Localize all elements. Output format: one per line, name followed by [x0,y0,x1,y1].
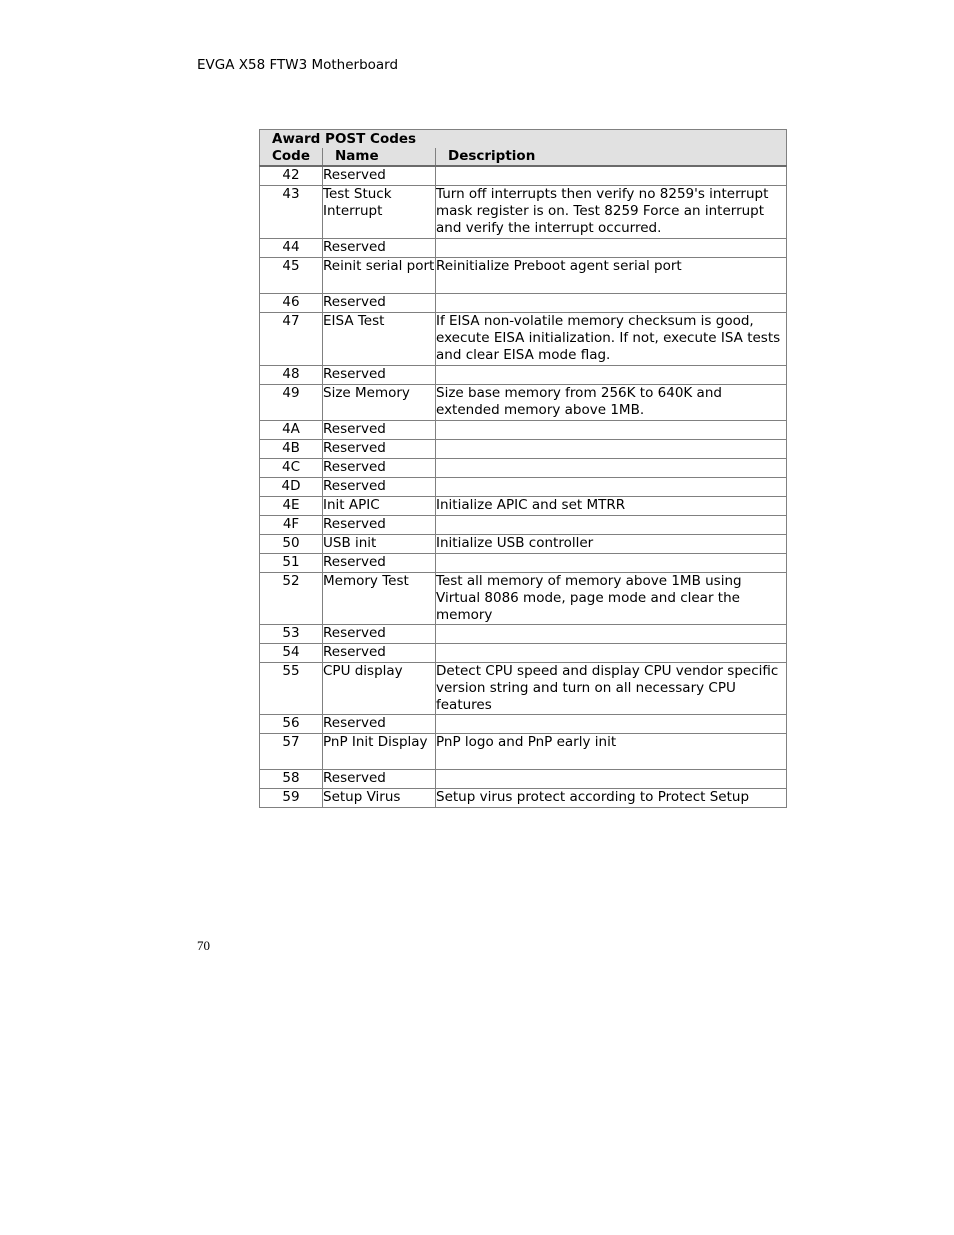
table-row [260,186,787,239]
table-row [260,625,787,644]
name-cell: Reserved [323,478,436,497]
description-cell [436,644,787,663]
description-cell: Detect CPU speed and display CPU vendor specific version string and turn on all necessary CPU features [436,663,787,715]
description-cell: Size base memory from 256K to 640K and extended memory above 1MB. [436,385,787,421]
table-row [260,459,787,478]
description-cell [436,554,787,573]
table-row [260,440,787,459]
table-row [260,734,787,770]
code-cell: 56 [260,715,323,734]
column-header-code: Code [260,148,323,166]
code-cell: 4B [260,440,323,459]
table-row [260,789,787,808]
description-cell [436,239,787,258]
code-cell: 59 [260,789,323,808]
description-cell: Setup virus protect according to Protect Setup [436,789,787,808]
table-row [260,478,787,497]
name-cell: Reserved [323,516,436,535]
code-cell: 57 [260,734,323,770]
name-cell: CPU display [323,663,436,715]
code-cell: 4A [260,421,323,440]
description-cell: Initialize APIC and set MTRR [436,497,787,516]
name-cell: Reserved [323,625,436,644]
code-cell: 48 [260,366,323,385]
code-cell: 47 [260,313,323,366]
code-cell: 46 [260,294,323,313]
description-cell: PnP logo and PnP early init [436,734,787,770]
table-row [260,239,787,258]
description-cell: Turn off interrupts then verify no 8259's interrupt mask register is on. Test 8259 Force an interrupt and verify the interrupt occurred. [436,186,787,239]
description-cell: Reinitialize Preboot agent serial port [436,258,787,294]
name-cell: Reserved [323,644,436,663]
table-row [260,535,787,554]
table-row [260,313,787,366]
name-cell: Memory Test [323,573,436,625]
name-cell: EISA Test [323,313,436,366]
table-row [260,385,787,421]
name-cell: Reserved [323,459,436,478]
name-cell: Reserved [323,366,436,385]
description-cell [436,440,787,459]
page-number: 70 [197,938,210,953]
description-cell [436,294,787,313]
table-row [260,663,787,715]
table-row [260,644,787,663]
code-cell: 45 [260,258,323,294]
name-cell: Test Stuck Interrupt [323,186,436,239]
name-cell: Init APIC [323,497,436,516]
name-cell: Reserved [323,294,436,313]
description-cell [436,459,787,478]
column-header-description: Description [436,148,787,166]
name-cell: Size Memory [323,385,436,421]
name-cell: Reinit serial port [323,258,436,294]
description-cell [436,366,787,385]
code-cell: 55 [260,663,323,715]
table-row [260,497,787,516]
description-cell: Initialize USB controller [436,535,787,554]
name-cell: Setup Virus [323,789,436,808]
table-row [260,258,787,294]
name-cell: Reserved [323,166,436,186]
table-caption: Award POST Codes [260,130,787,149]
code-cell: 4E [260,497,323,516]
name-cell: Reserved [323,440,436,459]
table-caption-row [260,130,787,149]
code-cell: 58 [260,770,323,789]
table-row [260,554,787,573]
table-row [260,770,787,789]
code-cell: 50 [260,535,323,554]
code-cell: 53 [260,625,323,644]
name-cell: Reserved [323,715,436,734]
name-cell: Reserved [323,239,436,258]
code-cell: 42 [260,166,323,186]
table-row [260,366,787,385]
post-codes-table [259,129,787,808]
description-cell [436,715,787,734]
name-cell: PnP Init Display [323,734,436,770]
table-row [260,166,787,186]
table-row [260,715,787,734]
code-cell: 44 [260,239,323,258]
table-row [260,516,787,535]
code-cell: 4F [260,516,323,535]
column-header-name: Name [323,148,436,166]
name-cell: Reserved [323,421,436,440]
description-cell [436,166,787,186]
name-cell: Reserved [323,770,436,789]
table-row [260,294,787,313]
code-cell: 4C [260,459,323,478]
description-cell [436,478,787,497]
name-cell: USB init [323,535,436,554]
description-cell: Test all memory of memory above 1MB using Virtual 8086 mode, page mode and clear the memory [436,573,787,625]
description-cell: If EISA non-volatile memory checksum is good, execute EISA initialization. If not, execute ISA tests and clear EISA mode flag. [436,313,787,366]
table-header-row [260,148,787,166]
table-row [260,573,787,625]
table-row [260,421,787,440]
running-header: EVGA X58 FTW3 Motherboard [197,57,399,73]
description-cell [436,516,787,535]
code-cell: 43 [260,186,323,239]
code-cell: 4D [260,478,323,497]
code-cell: 51 [260,554,323,573]
code-cell: 52 [260,573,323,625]
description-cell [436,421,787,440]
description-cell [436,770,787,789]
code-cell: 49 [260,385,323,421]
name-cell: Reserved [323,554,436,573]
description-cell [436,625,787,644]
code-cell: 54 [260,644,323,663]
